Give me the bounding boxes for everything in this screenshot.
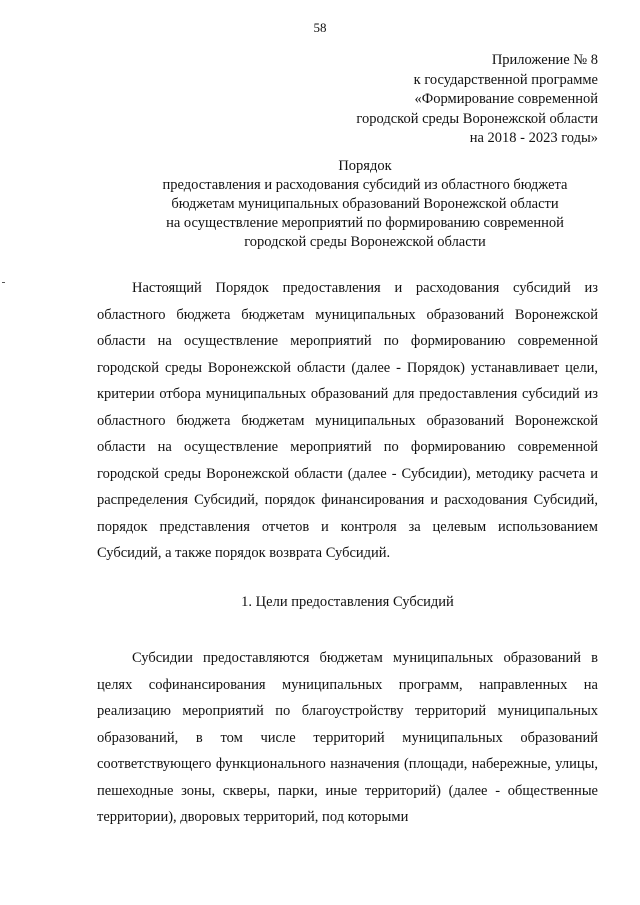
page-number: 58 (313, 20, 327, 35)
title-line: предоставления и расходования субсидий из областного бюджета (162, 177, 568, 193)
title-line: бюджетам муниципальных образований Воронежской области (171, 196, 559, 212)
title-line: Порядок (338, 158, 392, 174)
appendix-line: «Формирование современной (414, 91, 598, 107)
appendix-line: к государственной программе (413, 71, 598, 88)
appendix-line: на 2018 - 2023 годы» (469, 130, 598, 146)
appendix-line: городской среды Воронежской области (356, 110, 598, 127)
intro-paragraph: Настоящий Порядок предоставления и расходования субсидий из областного бюджета бюджетам муниципальных образований Воронежской области на осуществление мероприятий по формированию современной городской среды Воронежской области (далее - Порядок) устанавливает цели, критерии отбора муниципальных образований для предоставления субсидий из областного бюджета бюджетам муниципальных образований Воронежской области на осуществление мероприятий по формированию современной городской среды Воронежской области (далее - Субсидии), методику расчета и распределения Субсидий, порядок финансирования и расходования Субсидий, порядок представления отчетов и контроля за целевым использованием Субсидий, а также порядок возврата Субсидий. (97, 280, 598, 561)
section-heading: 1. Цели предоставления Субсидий (241, 594, 454, 610)
title-line: на осуществление мероприятий по формированию современной (166, 215, 564, 231)
section-paragraph: Субсидии предоставляются бюджетам муниципальных образований в целях софинансирования муниципальных программ, направленных на реализацию мероприятий по благоустройству территорий муниципальных образований, в том числе территорий муниципальных образований соответствующего функционального назначения (площади, набережные, улицы, пешеходные зоны, скверы, парки, иные территорий) (далее - общественные территории), дворовых территорий, под которыми (97, 650, 598, 825)
appendix-line: Приложение № 8 (491, 52, 598, 68)
margin-mark (2, 282, 5, 283)
document-title (140, 157, 590, 252)
title-line: городской среды Воронежской области (244, 234, 486, 250)
appendix-header (356, 51, 598, 149)
